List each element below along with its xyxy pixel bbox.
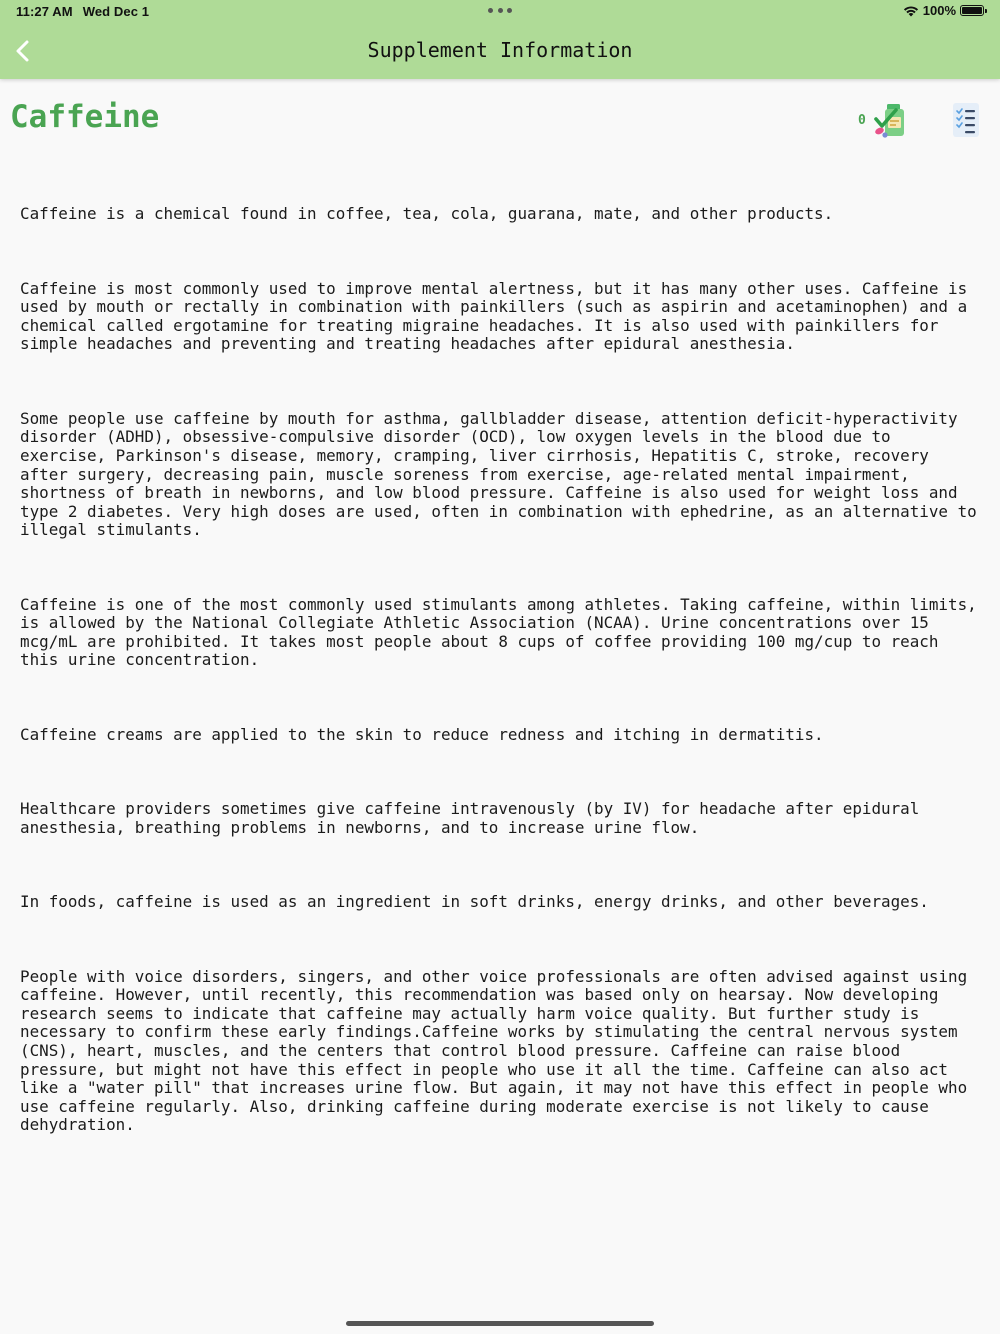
multitasking-dots-icon[interactable] bbox=[488, 8, 512, 14]
wifi-icon bbox=[903, 5, 919, 17]
status-bar-right bbox=[903, 3, 984, 18]
taken-count: 0 bbox=[858, 113, 866, 128]
home-indicator[interactable] bbox=[346, 1321, 654, 1326]
supplement-name: Caffeine bbox=[10, 99, 160, 135]
nav-header bbox=[0, 0, 1000, 79]
description-paragraph: In foods, caffeine is used as an ingredient in soft drinks, energy drinks, and other beverages. bbox=[20, 892, 929, 912]
description-paragraph: Some people use caffeine by mouth for asthma, gallbladder disease, attention deficit-hyperactivity disorder (ADHD), obsessive-compulsive disorder (OCD), low oxygen levels in the blood due to exercise, Parkinson's disease, memory, cramping, liver cirrhosis, Hepatitis C, stroke, recovery after surgery, decreasing pain, muscle soreness from exercise, age-related mental impairment, shortness of breath in newborns, and low blood pressure. Caffeine is also used for weight loss and type 2 diabetes. Very high doses are used, often in combination with ephedrine, as an alternative to illegal stimulants. bbox=[20, 408, 987, 540]
supplement-description bbox=[20, 168, 986, 1172]
status-time: 11:27 AM bbox=[16, 4, 73, 19]
status-date: Wed Dec 1 bbox=[82, 4, 150, 19]
description-paragraph: Caffeine is a chemical found in coffee, tea, cola, guarana, mate, and other products. bbox=[20, 204, 834, 224]
description-paragraph: Caffeine is one of the most commonly used stimulants among athletes. Taking caffeine, within limits, is allowed by the National Collegiate Athletic Association (NCAA). Urine concentrations over 15 mcg/mL are prohibited. It takes most people about 8 cups of coffee providing 100 mg/cup to reach this urine concentration. bbox=[20, 594, 987, 670]
add-supplement-button[interactable] bbox=[874, 102, 908, 138]
checklist-icon bbox=[953, 103, 979, 137]
description-paragraph: Caffeine is most commonly used to improve mental alertness, but it has many other uses. Caffeine is used by mouth or rectally in combination with painkillers (such as aspirin and acetaminophen) and a chemical called ergotamine for treating migraine headaches. It is also used with painkillers for simple headaches and preventing and treating headaches after epidural anesthesia. bbox=[20, 278, 977, 354]
battery-icon bbox=[960, 5, 984, 16]
description-paragraph: Healthcare providers sometimes give caffeine intravenously (by IV) for headache after epidural anesthesia, breathing problems in newborns, and to increase urine flow. bbox=[20, 799, 929, 837]
battery-percent: 100% bbox=[922, 3, 956, 18]
status-bar-clock bbox=[16, 4, 159, 19]
supplement-bottle-check-icon bbox=[874, 102, 908, 138]
supplement-header bbox=[10, 97, 990, 147]
description-paragraph: Caffeine creams are applied to the skin to reduce redness and itching in dermatitis. bbox=[20, 724, 824, 744]
page-title: Supplement Information bbox=[367, 38, 633, 62]
checklist-button[interactable] bbox=[953, 103, 979, 137]
description-paragraph: People with voice disorders, singers, and other voice professionals are often advised against using caffeine. However, until recently, this recommendation was based only on hearsay. Now developing research seems to indicate that caffeine may actually harm voice quality. But further study is necessary to confirm these early findings.Caffeine works by stimulating the central nervous system (CNS), heart, muscles, and the centers that control blood pressure. Caffeine can raise blood pressure, but might not have this effect in people who use it all the time. Caffeine can also act like a "water pill" that increases urine flow. But again, it may not have this effect in people who use caffeine regularly. Also, drinking caffeine during moderate exercise is not likely to cause dehydration. bbox=[20, 966, 977, 1135]
